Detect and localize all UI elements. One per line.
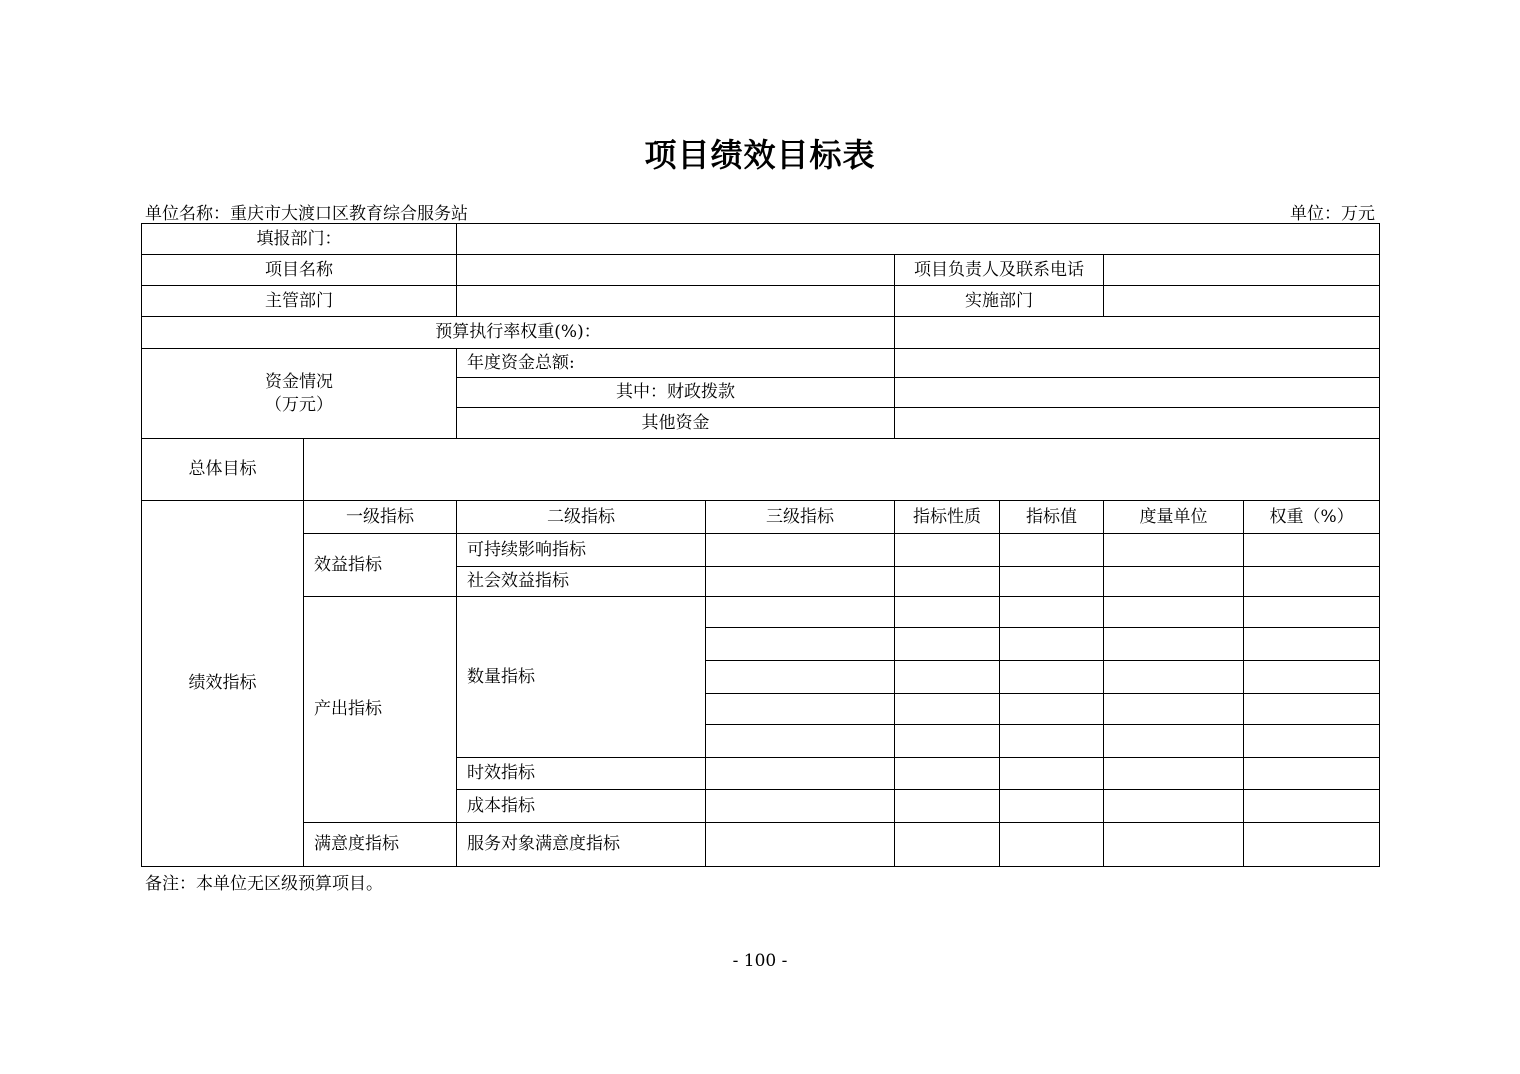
timeliness-indicator: 时效指标 bbox=[457, 758, 706, 790]
cell bbox=[895, 628, 1000, 661]
cell bbox=[1000, 758, 1104, 790]
cell bbox=[706, 567, 895, 597]
cell bbox=[1000, 661, 1104, 694]
cell bbox=[1244, 567, 1380, 597]
cell bbox=[706, 725, 895, 758]
cell bbox=[895, 661, 1000, 694]
budget-rate-weight-value bbox=[895, 317, 1380, 349]
table-row bbox=[142, 286, 1380, 317]
table-row bbox=[142, 317, 1380, 349]
footnote: 备注：本单位无区级预算项目。 bbox=[145, 874, 383, 894]
cell bbox=[1104, 534, 1244, 567]
cell bbox=[1244, 725, 1380, 758]
header-level3: 三级指标 bbox=[706, 501, 895, 534]
table-row bbox=[142, 534, 1380, 567]
cell bbox=[1244, 628, 1380, 661]
benefit-indicator: 效益指标 bbox=[304, 534, 457, 597]
table-row bbox=[142, 823, 1380, 867]
cell bbox=[1244, 790, 1380, 823]
service-satisfaction-indicator: 服务对象满意度指标 bbox=[457, 823, 706, 867]
budget-rate-weight-label: 预算执行率权重(%)： bbox=[142, 317, 895, 349]
satisfaction-indicator: 满意度指标 bbox=[304, 823, 457, 867]
sustainable-indicator: 可持续影响指标 bbox=[457, 534, 706, 567]
other-funds-value bbox=[895, 408, 1380, 439]
cell bbox=[1000, 790, 1104, 823]
cell bbox=[706, 534, 895, 567]
overall-goal-value bbox=[304, 439, 1380, 501]
social-indicator: 社会效益指标 bbox=[457, 567, 706, 597]
currency-unit: 单位：万元 bbox=[1290, 204, 1375, 224]
header-value: 指标值 bbox=[1000, 501, 1104, 534]
project-contact-value bbox=[1104, 255, 1380, 286]
supervisor-dept-value bbox=[457, 286, 895, 317]
cell bbox=[1000, 534, 1104, 567]
cell bbox=[895, 823, 1000, 867]
project-contact-label: 项目负责人及联系电话 bbox=[895, 255, 1104, 286]
table-row bbox=[142, 224, 1380, 255]
impl-dept-label: 实施部门 bbox=[895, 286, 1104, 317]
table-row bbox=[142, 439, 1380, 501]
fill-dept-label: 填报部门： bbox=[142, 224, 457, 255]
unit-name: 单位名称：重庆市大渡口区教育综合服务站 bbox=[145, 204, 468, 224]
other-funds-label: 其他资金 bbox=[457, 408, 895, 439]
project-name-value bbox=[457, 255, 895, 286]
cell bbox=[1000, 823, 1104, 867]
cell bbox=[706, 790, 895, 823]
cell bbox=[1000, 725, 1104, 758]
cell bbox=[706, 694, 895, 725]
output-indicator: 产出指标 bbox=[304, 597, 457, 823]
cell bbox=[1104, 725, 1244, 758]
cell bbox=[706, 823, 895, 867]
cell bbox=[1104, 790, 1244, 823]
funds-label-line1: 资金情况 bbox=[265, 372, 333, 393]
table-row bbox=[142, 255, 1380, 286]
cell bbox=[1000, 567, 1104, 597]
cell bbox=[895, 567, 1000, 597]
cell bbox=[895, 790, 1000, 823]
cell bbox=[1244, 694, 1380, 725]
cell bbox=[1244, 534, 1380, 567]
cell bbox=[1244, 597, 1380, 628]
indicators-section-label: 绩效指标 bbox=[142, 501, 304, 867]
cell bbox=[1104, 661, 1244, 694]
cell bbox=[1104, 567, 1244, 597]
cell bbox=[1104, 597, 1244, 628]
page-title: 项目绩效目标表 bbox=[644, 136, 876, 174]
funds-label-line2: （万元） bbox=[265, 394, 333, 415]
cell bbox=[1104, 823, 1244, 867]
cell bbox=[1104, 694, 1244, 725]
quantity-indicator: 数量指标 bbox=[457, 597, 706, 758]
page-number: - 100 - bbox=[732, 951, 788, 971]
cell bbox=[1244, 758, 1380, 790]
funds-label bbox=[142, 349, 457, 439]
cell bbox=[706, 597, 895, 628]
impl-dept-value bbox=[1104, 286, 1380, 317]
cell bbox=[895, 694, 1000, 725]
header-level2: 二级指标 bbox=[457, 501, 706, 534]
supervisor-dept-label: 主管部门 bbox=[142, 286, 457, 317]
header-unit: 度量单位 bbox=[1104, 501, 1244, 534]
cell bbox=[895, 534, 1000, 567]
cell bbox=[1000, 694, 1104, 725]
cell bbox=[706, 661, 895, 694]
cell bbox=[706, 758, 895, 790]
table-row bbox=[142, 597, 1380, 628]
cell bbox=[1000, 628, 1104, 661]
cell bbox=[1104, 628, 1244, 661]
table-row bbox=[142, 349, 1380, 378]
cell bbox=[895, 597, 1000, 628]
fill-dept-value bbox=[457, 224, 1380, 255]
cell bbox=[1000, 597, 1104, 628]
cell bbox=[895, 725, 1000, 758]
cell bbox=[895, 758, 1000, 790]
cell bbox=[1244, 661, 1380, 694]
fiscal-value bbox=[895, 378, 1380, 408]
annual-total-label: 年度资金总额: bbox=[457, 349, 895, 378]
cell bbox=[706, 628, 895, 661]
cell bbox=[1104, 758, 1244, 790]
cell bbox=[1244, 823, 1380, 867]
annual-total-value bbox=[895, 349, 1380, 378]
cost-indicator: 成本指标 bbox=[457, 790, 706, 823]
header-level1: 一级指标 bbox=[304, 501, 457, 534]
header-weight: 权重（%） bbox=[1244, 501, 1380, 534]
performance-goal-table bbox=[141, 223, 1380, 867]
overall-goal-label: 总体目标 bbox=[142, 439, 304, 501]
fiscal-label: 其中：财政拨款 bbox=[457, 378, 895, 408]
header-nature: 指标性质 bbox=[895, 501, 1000, 534]
table-row bbox=[142, 501, 1380, 534]
project-name-label: 项目名称 bbox=[142, 255, 457, 286]
